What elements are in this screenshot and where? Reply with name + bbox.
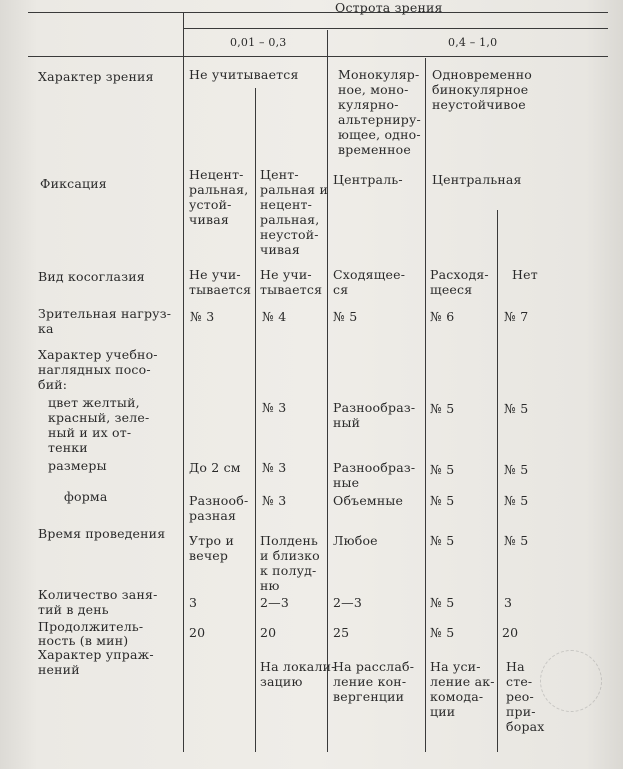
row-label-size: размеры — [48, 458, 107, 473]
faint-stamp-mark — [540, 650, 602, 712]
column-divider-2 — [255, 88, 256, 752]
cell-duration-c1: 20 — [189, 625, 206, 640]
cell-strab-c5: Нет — [512, 267, 538, 282]
cell-color-c2: № 3 — [262, 400, 287, 415]
row-label-strabismus: Вид косоглазия — [38, 269, 145, 284]
scanned-table-page: Острота зрения 0,01 – 0,3 0,4 – 1,0 Характер зрения Не учитывается Монокуляр- ное, моно- кулярно- альтерниру- ющее, одно- временное Одновременно бинокулярное неустойчивое Фиксация Нецент- ральная, устой- чивая Цент- ральная и нецент- ральная, неустой- чивая Централь- Центральная Вид косоглазия Не учи- тывается Не учи- тывается Сходящее- ся Расходя- щееся Нет Зрительная нагруз- ка № 3 № 4 № 5 № 6 № 7 Характер учебно- наглядных посо- бий: цвет желтый, красный, зеле- ный и их от- тенки № 3 Разнообраз- ный № 5 № 5 размеры До 2 см № 3 Разнообраз- ные № 5 № 5 форма Разнооб- разная № 3 Объемные № 5 № 5 Время проведения Утро и вечер Полдень и близко к полуд- ню Любое № 5 № 5 Количество заня- тий в день 3 2—3 2—3 № 5 3 Продолжитель- ность (в мин) 20 20 25 № 5 20 Характер упраж- нений На локали- зацию На расслаб- ление кон- вергенции На уси- ление ак- комода- ции На сте- рео- при- борах — [0, 0, 623, 769]
cell-load-c3: № 5 — [333, 309, 358, 324]
cell-size-c1: До 2 см — [189, 460, 241, 475]
cell-shape-c3: Объемные — [333, 493, 404, 508]
cell-time-c5: № 5 — [504, 533, 529, 548]
cell-load-c1: № 3 — [190, 309, 215, 324]
cell-time-c4: № 5 — [430, 533, 455, 548]
cell-shape-c2: № 3 — [262, 493, 287, 508]
header-bottom-rule — [28, 56, 608, 57]
cell-duration-c3: 25 — [333, 625, 350, 640]
cell-load-c2: № 4 — [262, 309, 287, 324]
cell-size-c5: № 5 — [504, 462, 529, 477]
row-label-shape: форма — [64, 489, 108, 504]
header-mid-rule — [183, 28, 608, 29]
cell-color-c5: № 5 — [504, 401, 529, 416]
column-divider-5 — [497, 210, 498, 752]
cell-duration-c4: № 5 — [430, 625, 455, 640]
cell-load-c5: № 7 — [504, 309, 529, 324]
cell-shape-c5: № 5 — [504, 493, 529, 508]
row-label-fixation: Фиксация — [40, 176, 107, 191]
column-divider-3 — [327, 30, 328, 752]
cell-size-c2: № 3 — [262, 460, 287, 475]
cell-color-c4: № 5 — [430, 401, 455, 416]
cell-load-c4: № 6 — [430, 309, 455, 324]
cell-duration-c5: 20 — [502, 625, 519, 640]
row-label-time: Время проведения — [38, 526, 166, 541]
cell-fixation-c3: Централь- — [333, 172, 403, 187]
cell-count-c5: 3 — [504, 595, 513, 610]
cell-duration-c2: 20 — [260, 625, 277, 640]
column-divider-1 — [183, 12, 184, 752]
cell-count-c1: 3 — [189, 595, 198, 610]
row-label-vision-type: Характер зрения — [38, 69, 154, 84]
cell-time-c3: Любое — [333, 533, 378, 548]
cell-vision-low: Не учитывается — [189, 67, 299, 82]
cell-shape-c4: № 5 — [430, 493, 455, 508]
table-top-rule — [28, 12, 608, 13]
column-divider-4 — [425, 58, 426, 752]
header-high-acuity: 0,4 – 1,0 — [448, 36, 498, 49]
cell-count-c3: 2—3 — [333, 595, 363, 610]
cell-size-c4: № 5 — [430, 462, 455, 477]
cell-fixation-c4: Центральная — [432, 172, 522, 187]
header-low-acuity: 0,01 – 0,3 — [230, 36, 287, 49]
cell-count-c4: № 5 — [430, 595, 455, 610]
header-visual-acuity: Острота зрения — [335, 0, 443, 15]
cell-count-c2: 2—3 — [260, 595, 290, 610]
